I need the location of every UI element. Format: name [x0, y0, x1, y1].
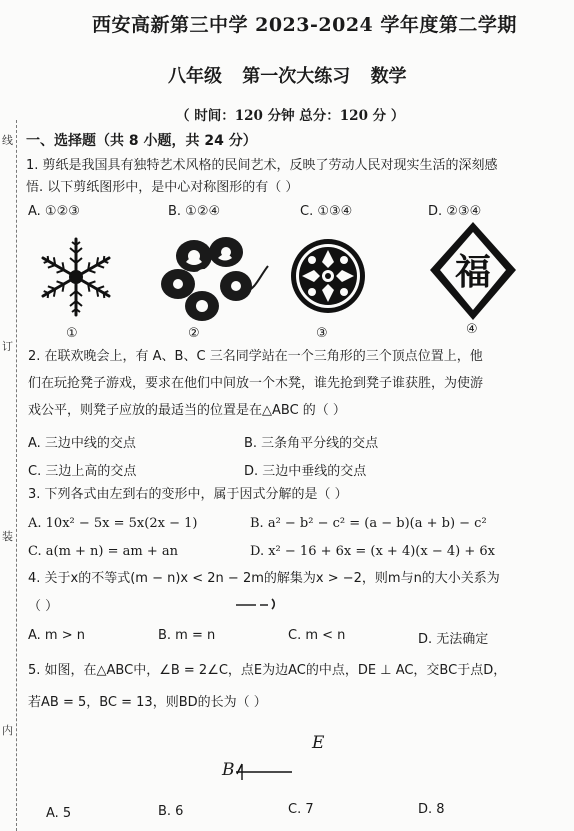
- q5-line1: 5. 如图，在△ABC中，∠B = 2∠C，点E为边AC的中点，DE ⊥ AC，交BC于点D，: [28, 663, 507, 678]
- figure-label-4: ④: [466, 322, 478, 337]
- binding-line: [16, 120, 17, 831]
- q3-line1: 3. 下列各式由左到右的变形中，属于因式分解的是（ ）: [28, 487, 348, 502]
- q3-option-c: C. a(m + n) = am + an: [28, 544, 179, 559]
- figure-label-2: ②: [188, 326, 200, 341]
- q3-option-d: D. x² − 16 + 6x = (x + 4)(x − 4) + 6x: [250, 544, 495, 559]
- figure-label-3: ③: [316, 326, 328, 341]
- binding-mark-zhuang: 装: [2, 530, 13, 543]
- q5-option-c: C. 7: [288, 802, 314, 817]
- fu-character: 福: [454, 251, 492, 293]
- q2-line2: 们在玩抢凳子游戏，要求在他们中间放一个木凳，谁先抢到凳子谁获胜，为使游: [28, 376, 484, 391]
- q1-option-d: D. ②③④: [428, 204, 482, 219]
- q2-option-b: B. 三条角平分线的交点: [244, 436, 379, 451]
- q2-option-c: C. 三边上高的交点: [28, 464, 137, 479]
- q2-line1: 2. 在联欢晚会上，有 A、B、C 三名同学站在一个三角形的三个顶点位置上，他: [28, 349, 483, 364]
- school-title: 西安高新第三中学 2023-2024 学年度第二学期: [92, 14, 517, 36]
- q4-option-b: B. m = n: [158, 628, 216, 643]
- q1-line2: 悟. 以下剪纸图形中，是中心对称图形的有（ ）: [26, 180, 299, 195]
- q4-option-a: A. m > n: [28, 628, 85, 643]
- pencil-scribble-mark: [234, 596, 280, 610]
- triangle-figure-fragment: [234, 762, 294, 782]
- q4-line1: 4. 关于x的不等式(m − n)x < 2n − 2m的解集为x > −2，则m与n的大小关系为: [28, 571, 500, 586]
- q1-option-a: A. ①②③: [28, 204, 80, 219]
- q3-option-a: A. 10x² − 5x = 5x(2x − 1): [28, 516, 198, 531]
- snowflake-papercut-figure: [38, 236, 114, 318]
- flower-papercut-figure: [156, 232, 274, 324]
- figure-point-e: E: [312, 733, 325, 753]
- exam-subtitle: [168, 62, 407, 88]
- q4-option-d: D. 无法确定: [418, 632, 489, 647]
- q5-option-d: D. 8: [418, 802, 445, 817]
- q1-line1: 1. 剪纸是我国具有独特艺术风格的民间艺术，反映了劳动人民对现实生活的深刻感: [26, 158, 498, 173]
- fu-character-papercut-figure: [428, 220, 518, 324]
- q1-option-c: C. ①③④: [300, 204, 353, 219]
- binding-mark-ding: 订: [2, 340, 13, 353]
- q2-line3: 戏公平，则凳子应放的最适当的位置是在△ABC 的（ ）: [28, 403, 346, 418]
- q4-option-c: C. m < n: [288, 628, 346, 643]
- subject: 数学: [370, 66, 407, 87]
- q5-option-a: A. 5: [46, 806, 72, 821]
- time-info: （ 时间：120 分钟 总分：120 分 ）: [176, 108, 405, 124]
- figure-label-1: ①: [66, 326, 78, 341]
- exam-name: 第一次大练习: [242, 66, 351, 87]
- q3-option-b: B. a² − b² − c² = (a − b)(a + b) − c²: [250, 516, 487, 531]
- binding-mark-xian: 线: [2, 134, 13, 147]
- q4-line2: （ ）: [28, 599, 59, 614]
- q5-option-b: B. 6: [158, 804, 184, 819]
- q5-line2: 若AB = 5，BC = 13，则BD的长为（ ）: [28, 695, 267, 710]
- q1-option-b: B. ①②④: [168, 204, 221, 219]
- binding-mark-nei: 内: [2, 724, 13, 737]
- section-heading: 一、选择题（共 8 小题，共 24 分）: [26, 133, 257, 149]
- q2-option-a: A. 三边中线的交点: [28, 436, 136, 451]
- grade: 八年级: [168, 66, 222, 87]
- q2-option-d: D. 三边中垂线的交点: [244, 464, 367, 479]
- circular-papercut-figure: [288, 236, 368, 316]
- figure-point-b: B: [222, 760, 235, 780]
